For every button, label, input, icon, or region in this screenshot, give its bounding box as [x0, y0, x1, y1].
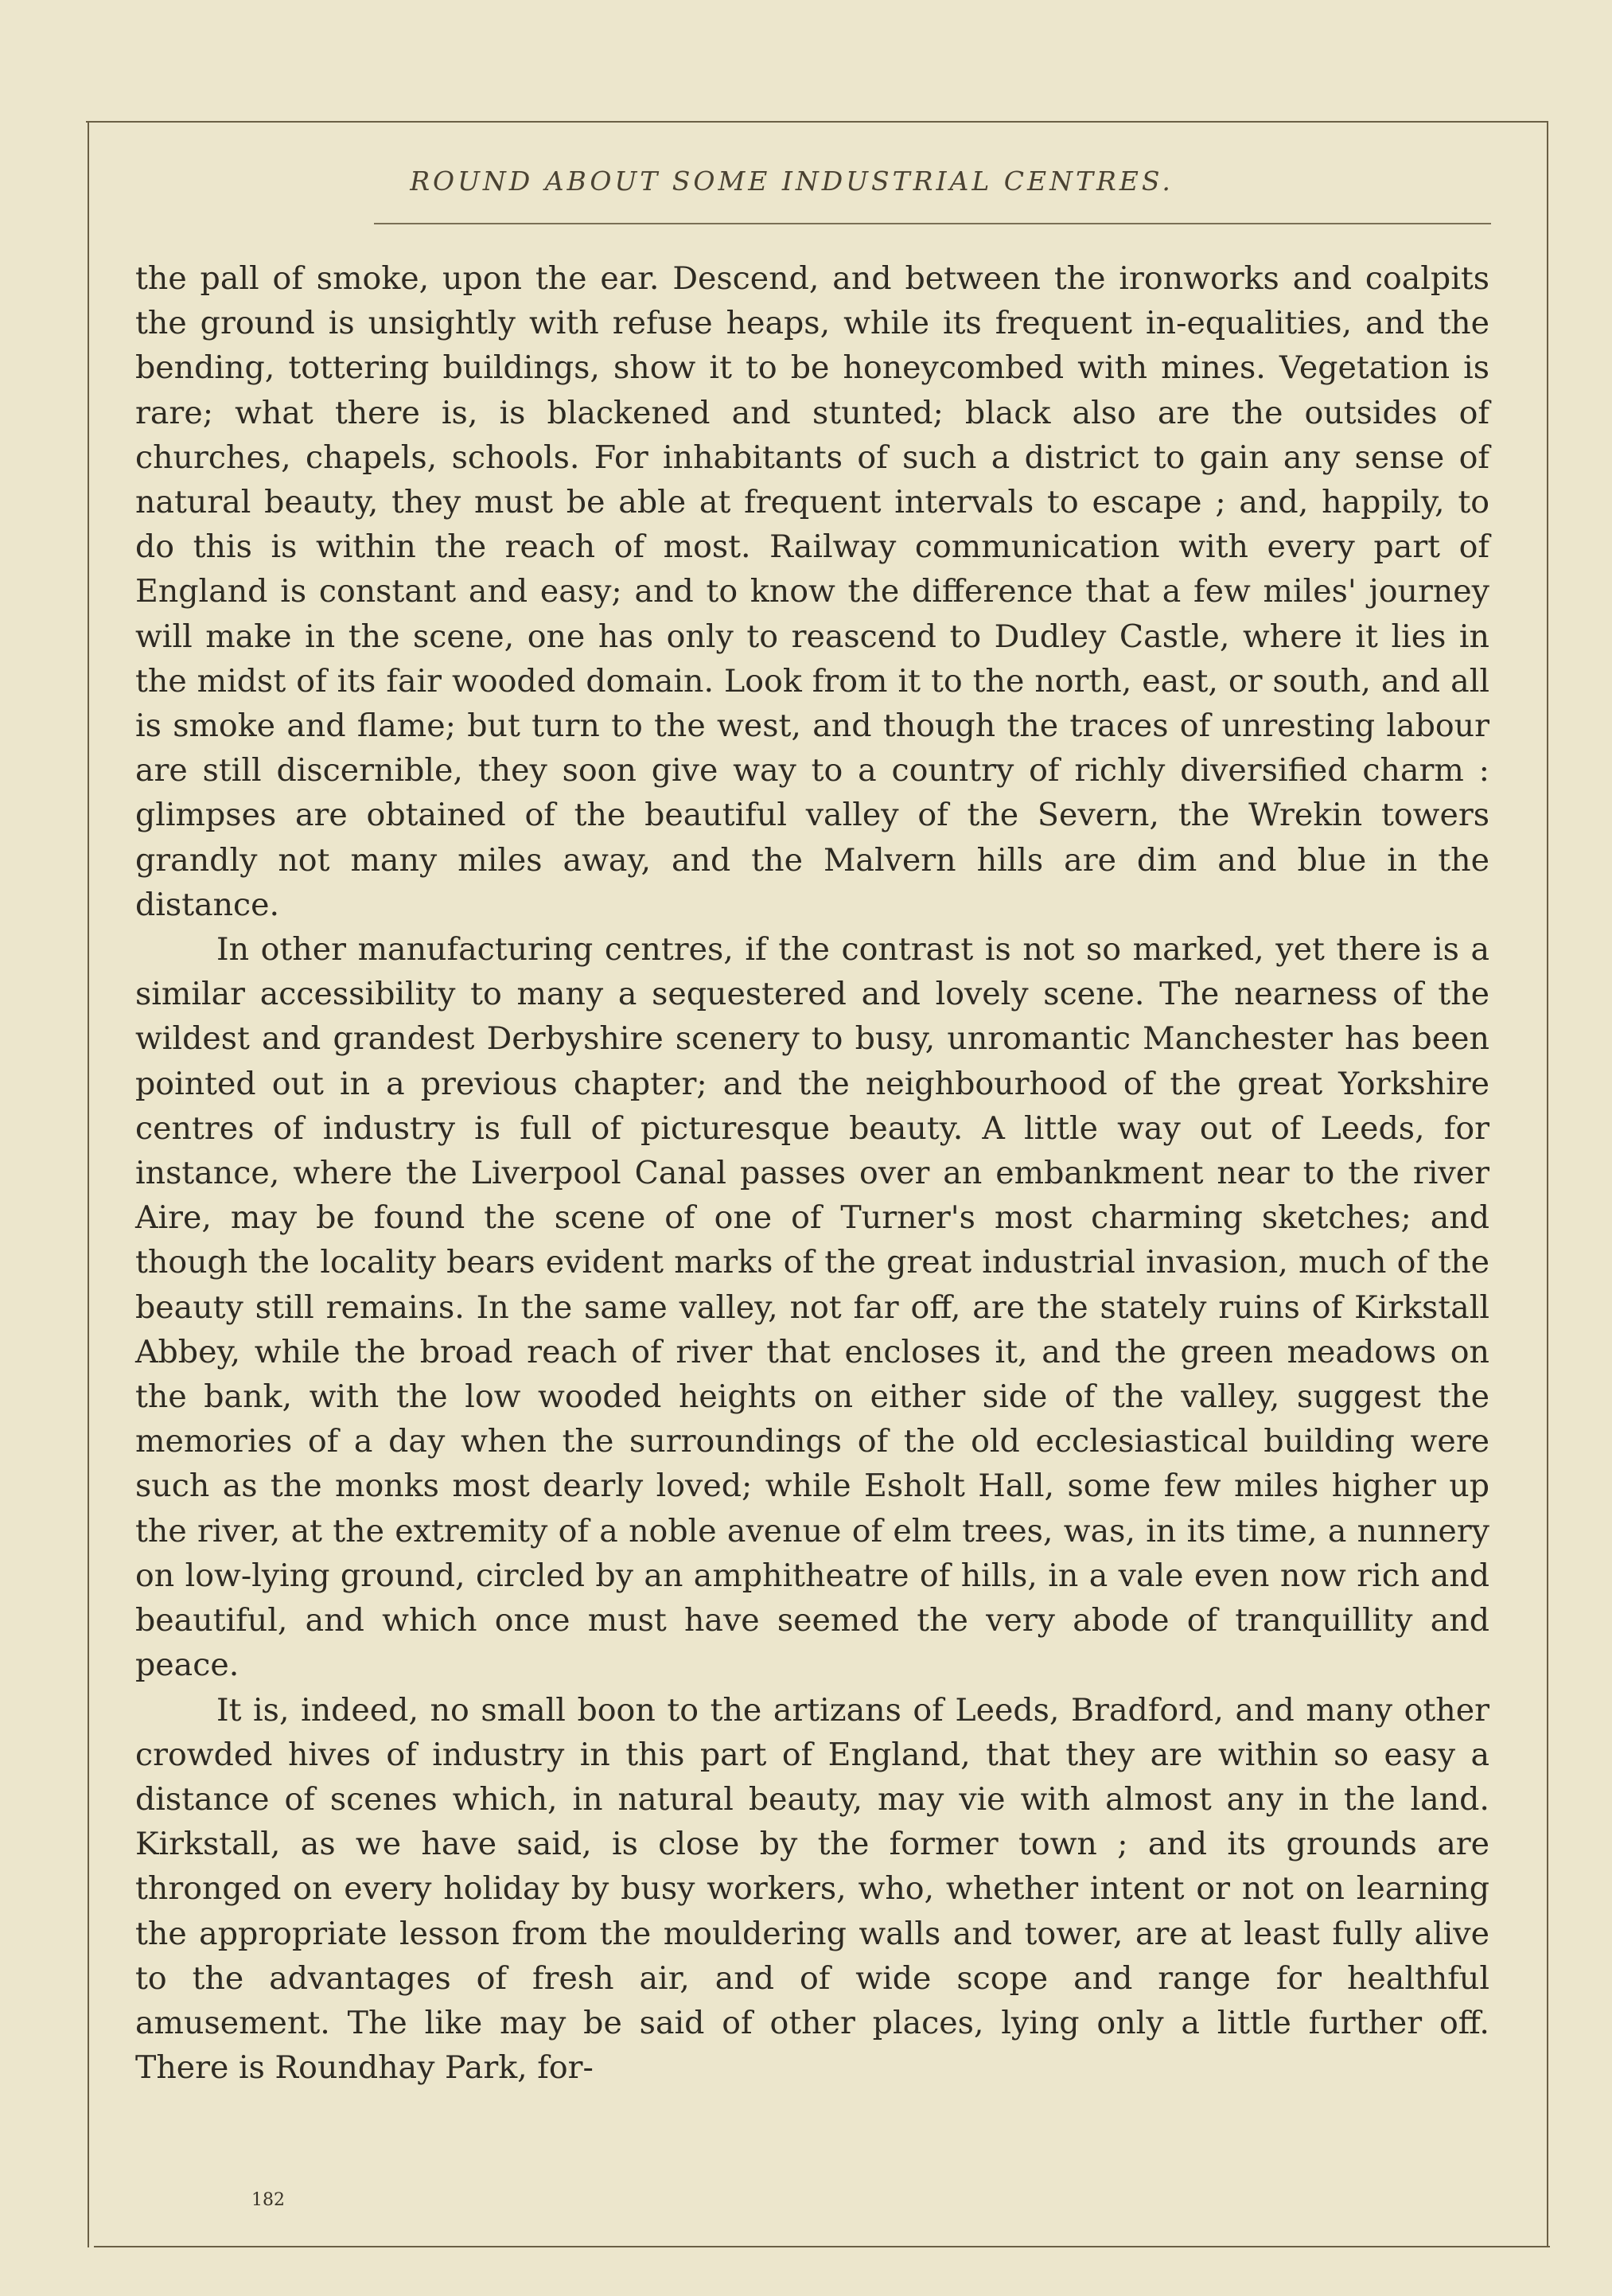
header-rule [374, 223, 1491, 224]
body-text [135, 256, 1489, 2090]
page-border-bottom [94, 2246, 1550, 2247]
page-border-right [1547, 121, 1548, 2247]
page-border-left [88, 121, 89, 2247]
running-head: ROUND ABOUT SOME INDUSTRIAL CENTRES. [410, 166, 1174, 197]
paragraph-3: It is, indeed, no small boon to the artizans of Leeds, Bradford, and many other crowded hives of industry in this part of England, that they are within so easy a distance of scenes which, in natural beauty, may vie with almost any in the land. Kirkstall, as we have said, is close by the former town ; and its grounds are thronged on every holiday by busy workers, who, whether intent or not on learning the appropriate lesson from the mouldering walls and tower, are at least fully alive to the advantages of fresh air, and of wide scope and range for healthful amusement. The like may be said of other places, lying only a little further off. There is Roundhay Park, for- [135, 1691, 1489, 2087]
page-border-top [86, 121, 1548, 123]
page-number: 182 [251, 2190, 285, 2210]
paragraph-2: In other manufacturing centres, if the contrast is not so marked, yet there is a similar accessibility to many a sequestered and lovely scene. The nearness of the wildest and grandest Derbyshire scenery to busy, unromantic Manchester has been pointed out in a previous chapter; and the neighbourhood of the great Yorkshire centres of industry is full of picturesque beauty. A little way out of Leeds, for instance, where the Liverpool Canal passes over an embankment near to the river Aire, may be found the scene of one of Turner's most charming sketches; and though the locality bears evident marks of the great industrial invasion, much of the beauty still remains. In the same valley, not far off, are the stately ruins of Kirkstall Abbey, while the broad reach of river that encloses it, and the green meadows on the bank, with the low wooded heights on either side of the valley, suggest the memories of a day when the surroundings of the old ecclesiastical building were such as the monks most dearly loved; while Esholt Hall, some few miles higher up the river, at the extremity of a noble avenue of elm trees, was, in its time, a nunnery on low-lying ground, circled by an amphitheatre of hills, in a vale even now rich and beautiful, and which once must have seemed the very abode of tranquillity and peace. [135, 931, 1489, 1684]
paragraph-1: the pall of smoke, upon the ear. Descend, and between the ironworks and coalpits the ground is unsightly with refuse heaps, while its frequent in-equalities, and the bending, tottering buildings, show it to be honeycombed with mines. Vegetation is rare; what there is, is blackened and stunted; black also are the outsides of churches, chapels, schools. For inhabitants of such a district to gain any sense of natural beauty, they must be able at frequent intervals to escape ; and, happily, to do this is within the reach of most. Railway communication with every part of England is constant and easy; and to know the difference that a few miles' journey will make in the scene, one has only to reascend to Dudley Castle, where it lies in the midst of its fair wooded domain. Look from it to the north, east, or south, and all is smoke and flame; but turn to the west, and though the traces of unresting labour are still discernible, they soon give way to a country of richly diversified charm : glimpses are obtained of the beautiful valley of the Severn, the Wrekin towers grandly not many miles away, and the Malvern hills are dim and blue in the distance. [135, 260, 1489, 923]
